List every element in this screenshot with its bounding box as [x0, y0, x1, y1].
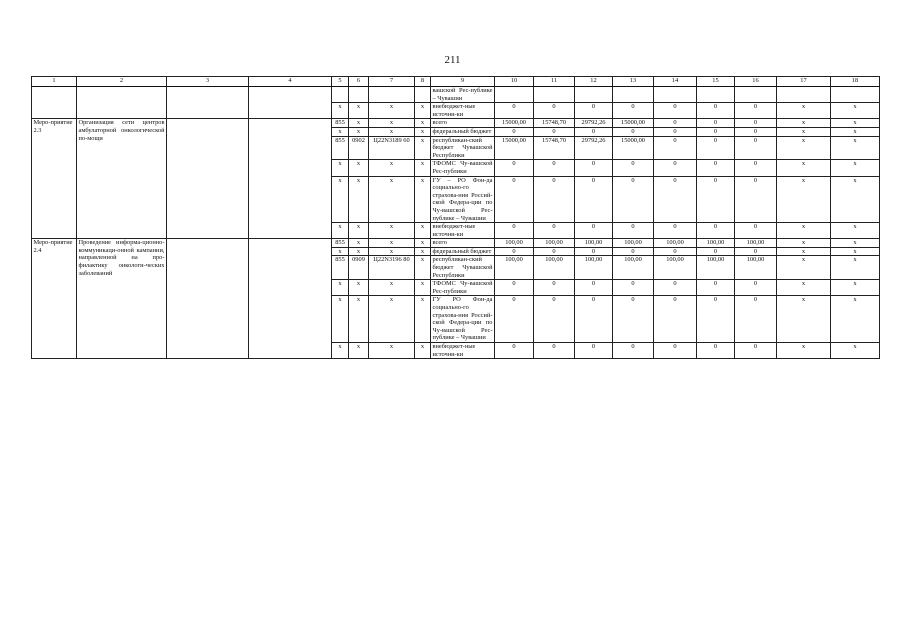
cell-col-8: x: [415, 160, 431, 176]
cell-col-10: 0: [495, 223, 534, 239]
cell-col-12: 0: [575, 103, 613, 119]
cell-col-16: 0: [735, 160, 777, 176]
table-row: [32, 87, 880, 103]
cell-col-9: федеральный бюджет: [431, 247, 495, 256]
cell-col-10: 0: [495, 160, 534, 176]
cell-col-10: 0: [495, 280, 534, 296]
column-header-16: 16: [735, 77, 777, 87]
table-row: [32, 119, 880, 128]
cell-col-12: 29792,26: [575, 119, 613, 128]
cell-col-6: x: [349, 103, 369, 119]
page-number: 211: [444, 54, 461, 66]
cell-col-9: федеральный бюджет: [431, 127, 495, 136]
cell-col-17: x: [777, 256, 831, 280]
cell-col-16: 0: [735, 127, 777, 136]
cell-col-13: 0: [613, 103, 654, 119]
measure-name: Организация сети центров амбулаторной онкологической по-мощи: [77, 119, 167, 239]
cell-col-18: x: [831, 127, 880, 136]
cell-col-12: 0: [575, 176, 613, 223]
cell-col-18: x: [831, 176, 880, 223]
cell-col-6: x: [349, 239, 369, 248]
merged-cell-col-3: [167, 239, 249, 359]
cell-col-17: x: [777, 127, 831, 136]
cell-col-5: x: [332, 160, 349, 176]
measure-code: Меро-приятие 2.3: [32, 119, 77, 239]
cell-col-8: x: [415, 176, 431, 223]
cell-col-14: 0: [654, 223, 697, 239]
cell-col-18: x: [831, 296, 880, 343]
column-header-18: 18: [831, 77, 880, 87]
merged-cell-col-2: [77, 87, 167, 119]
cell-col-12: 29792,26: [575, 136, 613, 160]
cell-col-10: 0: [495, 247, 534, 256]
cell-col-9: ГУ РО Фон-да социально-го страхова-ния Россий-ской Федера-ции по Чу-вашской Рес-публике – Чувашии: [432, 296, 493, 342]
cell-col-5: 855: [332, 119, 349, 128]
column-header-8: 8: [415, 77, 431, 87]
merged-cell-col-3: [167, 119, 249, 239]
measure-code: Меро-приятие 2.4: [32, 239, 77, 359]
cell-col-17: x: [777, 239, 831, 248]
cell-col-8: x: [415, 239, 431, 248]
cell-col-12: 0: [575, 247, 613, 256]
cell-col-9: внебюджет-ные источни-ки: [431, 223, 495, 239]
cell-col-7: x: [369, 247, 415, 256]
cell-col-18: x: [831, 247, 880, 256]
column-header-15: 15: [697, 77, 735, 87]
cell-col-12: 0: [575, 343, 613, 359]
measure-name: Проведение информа-ционно-коммуникаци-онной кампании, направленной на про-филактику онкологи-ческих заболеваний: [77, 239, 167, 359]
cell-col-15: 0: [697, 103, 735, 119]
cell-col-18: x: [831, 223, 880, 239]
cell-col-11: 15748,70: [534, 119, 575, 128]
cell-col-17: x: [777, 103, 831, 119]
cell-col-16: 0: [735, 176, 777, 223]
cell-col-5: x: [332, 223, 349, 239]
cell-col-13: 0: [613, 296, 654, 343]
cell-col-14: [654, 87, 697, 103]
cell-col-8: x: [415, 119, 431, 128]
cell-col-9: ГУ – РО Фон-да социально-го страхова-ния Россий-ской Федера-ции по Чу-вашской Рес-публике – Чувашии: [432, 176, 493, 222]
cell-col-10: 0: [495, 176, 534, 223]
cell-col-18: x: [831, 256, 880, 280]
cell-col-11: 0: [534, 223, 575, 239]
cell-col-7: x: [369, 223, 415, 239]
cell-col-18: x: [831, 136, 880, 160]
cell-col-15: 0: [697, 176, 735, 223]
cell-col-5: x: [332, 176, 349, 223]
cell-col-16: 0: [735, 223, 777, 239]
cell-col-18: x: [831, 239, 880, 248]
column-header-14: 14: [654, 77, 697, 87]
cell-col-15: 0: [697, 343, 735, 359]
cell-col-14: 0: [654, 176, 697, 223]
cell-col-10: 0: [495, 103, 534, 119]
cell-col-17: x: [777, 119, 831, 128]
cell-col-5: 855: [332, 136, 349, 160]
cell-col-7: x: [369, 103, 415, 119]
cell-col-7: x: [369, 343, 415, 359]
cell-col-11: 15748,70: [534, 136, 575, 160]
cell-col-11: 100,00: [534, 239, 575, 248]
cell-col-8: x: [415, 296, 431, 343]
cell-col-13: 0: [613, 160, 654, 176]
cell-col-15: 100,00: [697, 256, 735, 280]
cell-col-5: 855: [332, 256, 349, 280]
cell-col-16: 0: [735, 343, 777, 359]
cell-col-16: [735, 87, 777, 103]
cell-col-9: всего: [431, 119, 495, 128]
cell-col-9: ТФОМС Чу-вашской Рес-публики: [432, 160, 493, 175]
cell-col-12: 0: [575, 223, 613, 239]
column-header-4: 4: [249, 77, 332, 87]
cell-col-7: Ц22N3189 60: [369, 136, 415, 160]
merged-cell-col-4: [249, 119, 332, 239]
cell-col-14: 0: [654, 247, 697, 256]
cell-col-14: 0: [654, 160, 697, 176]
cell-col-9: республикан-ский бюджет Чувашской Республики: [432, 136, 493, 159]
cell-col-16: 0: [735, 119, 777, 128]
cell-col-13: [613, 87, 654, 103]
cell-col-6: x: [349, 247, 369, 256]
cell-col-9: республикан-ский бюджет Чувашской Республики: [432, 256, 493, 279]
cell-col-11: 0: [534, 176, 575, 223]
cell-col-10: 15000,00: [495, 136, 534, 160]
cell-col-5: x: [332, 127, 349, 136]
cell-col-15: 0: [697, 119, 735, 128]
budget-table: [31, 76, 880, 359]
cell-col-17: x: [777, 343, 831, 359]
column-header-9: 9: [431, 77, 495, 87]
column-header-5: 5: [332, 77, 349, 87]
cell-col-17: x: [777, 160, 831, 176]
cell-col-11: 0: [534, 296, 575, 343]
cell-col-5: x: [332, 280, 349, 296]
cell-col-11: 100,00: [534, 256, 575, 280]
cell-col-14: 0: [654, 343, 697, 359]
cell-col-5: x: [332, 103, 349, 119]
cell-col-7: Ц22N3196 80: [369, 256, 415, 280]
cell-col-14: 0: [654, 280, 697, 296]
cell-col-10: 0: [495, 343, 534, 359]
cell-col-17: x: [777, 223, 831, 239]
cell-col-7: [369, 87, 415, 103]
cell-col-18: x: [831, 343, 880, 359]
cell-col-15: 100,00: [697, 239, 735, 248]
cell-col-15: 0: [697, 160, 735, 176]
cell-col-8: x: [415, 223, 431, 239]
cell-col-11: 0: [534, 280, 575, 296]
cell-col-12: 100,00: [575, 256, 613, 280]
cell-col-14: 100,00: [654, 239, 697, 248]
cell-col-13: 0: [613, 223, 654, 239]
cell-col-13: 0: [613, 343, 654, 359]
cell-col-15: 0: [697, 223, 735, 239]
merged-cell-col-4: [249, 239, 332, 359]
cell-col-14: 100,00: [654, 256, 697, 280]
cell-col-11: [534, 87, 575, 103]
cell-col-8: [415, 87, 431, 103]
cell-col-14: 0: [654, 103, 697, 119]
cell-col-18: x: [831, 103, 880, 119]
cell-col-18: x: [831, 280, 880, 296]
merged-cell-col-1: [32, 87, 77, 119]
cell-col-15: 0: [697, 296, 735, 343]
column-header-17: 17: [777, 77, 831, 87]
cell-col-16: 100,00: [735, 239, 777, 248]
cell-col-12: 0: [575, 280, 613, 296]
cell-col-7: x: [369, 160, 415, 176]
cell-col-17: x: [777, 280, 831, 296]
cell-col-18: [831, 87, 880, 103]
cell-col-7: x: [369, 176, 415, 223]
cell-col-8: x: [415, 280, 431, 296]
cell-col-11: 0: [534, 343, 575, 359]
cell-col-11: 0: [534, 103, 575, 119]
cell-col-15: 0: [697, 127, 735, 136]
cell-col-16: 0: [735, 136, 777, 160]
cell-col-15: 0: [697, 280, 735, 296]
cell-col-18: x: [831, 160, 880, 176]
cell-col-7: x: [369, 280, 415, 296]
cell-col-9: ТФОМС Чу-вашской Рес-публики: [432, 280, 493, 295]
cell-col-6: x: [349, 343, 369, 359]
cell-col-6: 0902: [349, 136, 369, 160]
cell-col-14: 0: [654, 127, 697, 136]
column-header-13: 13: [613, 77, 654, 87]
cell-col-6: x: [349, 280, 369, 296]
cell-col-12: 100,00: [575, 239, 613, 248]
cell-col-11: 0: [534, 247, 575, 256]
cell-col-10: 100,00: [495, 256, 534, 280]
cell-col-17: x: [777, 247, 831, 256]
cell-col-11: 0: [534, 127, 575, 136]
cell-col-6: 0909: [349, 256, 369, 280]
cell-col-16: 0: [735, 280, 777, 296]
cell-col-5: x: [332, 343, 349, 359]
cell-col-10: [495, 87, 534, 103]
cell-col-8: x: [415, 103, 431, 119]
column-header-3: 3: [167, 77, 249, 87]
cell-col-13: 0: [613, 127, 654, 136]
table-row: [32, 239, 880, 248]
cell-col-5: [332, 87, 349, 103]
cell-col-15: [697, 87, 735, 103]
column-header-11: 11: [534, 77, 575, 87]
cell-col-17: [777, 87, 831, 103]
cell-col-9: вашской Рес-публике – Чувашии: [432, 87, 493, 102]
cell-col-8: x: [415, 256, 431, 280]
merged-cell-col-3: [167, 87, 249, 119]
cell-col-6: x: [349, 223, 369, 239]
cell-col-17: x: [777, 136, 831, 160]
cell-col-17: x: [777, 176, 831, 223]
column-header-12: 12: [575, 77, 613, 87]
cell-col-14: 0: [654, 136, 697, 160]
column-header-1: 1: [32, 77, 77, 87]
cell-col-8: x: [415, 343, 431, 359]
cell-col-10: 15000,00: [495, 119, 534, 128]
cell-col-18: x: [831, 119, 880, 128]
cell-col-14: 0: [654, 119, 697, 128]
header-row: [32, 77, 880, 87]
cell-col-13: 0: [613, 280, 654, 296]
cell-col-10: 0: [495, 296, 534, 343]
cell-col-7: x: [369, 127, 415, 136]
cell-col-7: x: [369, 239, 415, 248]
cell-col-5: x: [332, 247, 349, 256]
column-header-6: 6: [349, 77, 369, 87]
cell-col-13: 0: [613, 176, 654, 223]
cell-col-7: x: [369, 296, 415, 343]
cell-col-13: 100,00: [613, 239, 654, 248]
cell-col-13: 15000,00: [613, 136, 654, 160]
cell-col-10: 100,00: [495, 239, 534, 248]
cell-col-6: [349, 87, 369, 103]
cell-col-12: [575, 87, 613, 103]
cell-col-6: x: [349, 119, 369, 128]
cell-col-9: всего: [431, 239, 495, 248]
cell-col-13: 100,00: [613, 256, 654, 280]
cell-col-6: x: [349, 176, 369, 223]
cell-col-16: 0: [735, 296, 777, 343]
cell-col-16: 0: [735, 247, 777, 256]
column-header-2: 2: [77, 77, 167, 87]
cell-col-9: внебюджет-ные источни-ки: [431, 343, 495, 359]
cell-col-17: x: [777, 296, 831, 343]
cell-col-6: x: [349, 160, 369, 176]
cell-col-7: x: [369, 119, 415, 128]
cell-col-13: 15000,00: [613, 119, 654, 128]
cell-col-15: 0: [697, 136, 735, 160]
cell-col-12: 0: [575, 296, 613, 343]
table-body: [32, 87, 880, 359]
cell-col-10: 0: [495, 127, 534, 136]
cell-col-8: x: [415, 247, 431, 256]
cell-col-16: 100,00: [735, 256, 777, 280]
cell-col-12: 0: [575, 160, 613, 176]
column-header-10: 10: [495, 77, 534, 87]
cell-col-6: x: [349, 296, 369, 343]
cell-col-15: 0: [697, 247, 735, 256]
cell-col-16: 0: [735, 103, 777, 119]
cell-col-5: x: [332, 296, 349, 343]
column-header-7: 7: [369, 77, 415, 87]
cell-col-8: x: [415, 136, 431, 160]
cell-col-13: 0: [613, 247, 654, 256]
cell-col-9: внебюджет-ные источни-ки: [431, 103, 495, 119]
cell-col-14: 0: [654, 296, 697, 343]
cell-col-8: x: [415, 127, 431, 136]
cell-col-11: 0: [534, 160, 575, 176]
cell-col-5: 855: [332, 239, 349, 248]
merged-cell-col-4: [249, 87, 332, 119]
cell-col-12: 0: [575, 127, 613, 136]
cell-col-6: x: [349, 127, 369, 136]
